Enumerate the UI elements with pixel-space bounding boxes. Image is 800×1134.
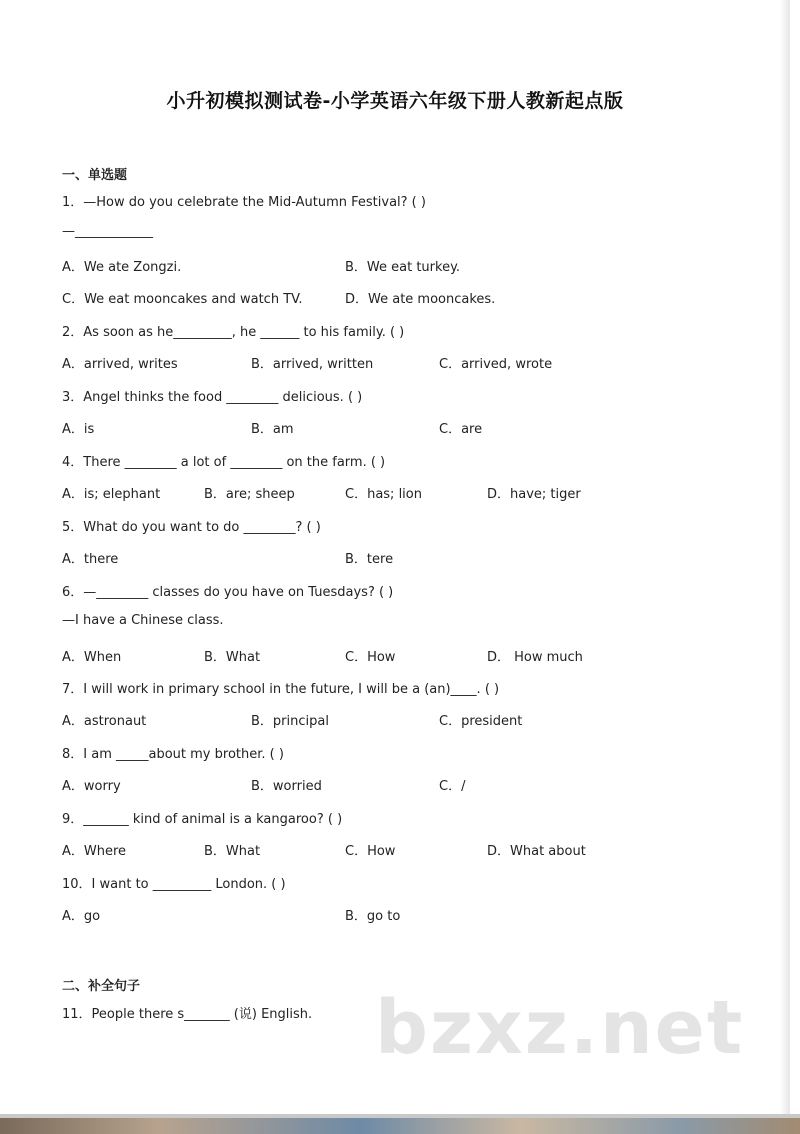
option-8b: B．worried (251, 779, 322, 794)
question-1: 1．—How do you celebrate the Mid-Autumn Festival? ( ) (62, 195, 426, 210)
option-6b: B．What (204, 650, 261, 665)
option-4c: C．has; lion (345, 487, 422, 502)
option-8a: A．worry (62, 779, 121, 794)
option-9b: B．What (204, 844, 261, 859)
option-9d: D．What about (487, 844, 586, 859)
option-7c: C．president (439, 714, 523, 729)
option-5a: A．there (62, 552, 119, 567)
option-6c: C．How (345, 650, 396, 665)
question-2: 2．As soon as he_________, he ______ to his family. ( ) (62, 325, 405, 340)
option-7b: B．principal (251, 714, 329, 729)
option-1c: C．We eat mooncakes and watch TV. (62, 292, 303, 307)
question-10: 10．I want to _________ London. ( ) (62, 877, 286, 892)
background-strip (0, 1118, 800, 1134)
option-2b: B．arrived, written (251, 357, 374, 372)
option-10a: A．go (62, 909, 101, 924)
option-6d: D． How much (487, 650, 583, 665)
option-7a: A．astronaut (62, 714, 147, 729)
option-3b: B．am (251, 422, 294, 437)
option-5b: B．tere (345, 552, 394, 567)
option-8c: C．/ (439, 779, 466, 794)
option-6a: A．When (62, 650, 122, 665)
option-9c: C．How (345, 844, 396, 859)
option-4d: D．have; tiger (487, 487, 581, 502)
question-5: 5．What do you want to do ________? ( ) (62, 520, 321, 535)
question-3: 3．Angel thinks the food ________ delicious. ( ) (62, 390, 363, 405)
question-8: 8．I am _____about my brother. ( ) (62, 747, 284, 762)
question-4: 4．There ________ a lot of ________ on the farm. ( ) (62, 455, 386, 470)
option-10b: B．go to (345, 909, 401, 924)
option-1d: D．We ate mooncakes. (345, 292, 496, 307)
option-1b: B．We eat turkey. (345, 260, 461, 275)
section-heading-single-choice: 一、单选题 (62, 168, 128, 183)
page-title: 小升初模拟测试卷-小学英语六年级下册人教新起点版 (166, 90, 624, 112)
question-11: 11．People there s_______ (说) English. (62, 1007, 313, 1022)
question-7: 7．I will work in primary school in the future, I will be a (an)____. ( ) (62, 682, 500, 697)
page-edge-shadow (780, 0, 790, 1118)
question-6: 6．—________ classes do you have on Tuesdays? ( ) (62, 585, 394, 600)
option-4b: B．are; sheep (204, 487, 295, 502)
option-3c: C．are (439, 422, 483, 437)
option-2a: A．arrived, writes (62, 357, 178, 372)
option-3a: A．is (62, 422, 95, 437)
option-1a: A．We ate Zongzi. (62, 260, 182, 275)
option-9a: A．Where (62, 844, 127, 859)
section-heading-complete-sentences: 二、补全句子 (62, 979, 141, 994)
question-9: 9．_______ kind of animal is a kangaroo? ( ) (62, 812, 343, 827)
option-4a: A．is; elephant (62, 487, 161, 502)
watermark-logo: bzxz.net (375, 985, 745, 1071)
question-6-reply: —I have a Chinese class. (62, 613, 224, 628)
option-2c: C．arrived, wrote (439, 357, 553, 372)
question-1-answer-line: —____________ (62, 224, 153, 239)
